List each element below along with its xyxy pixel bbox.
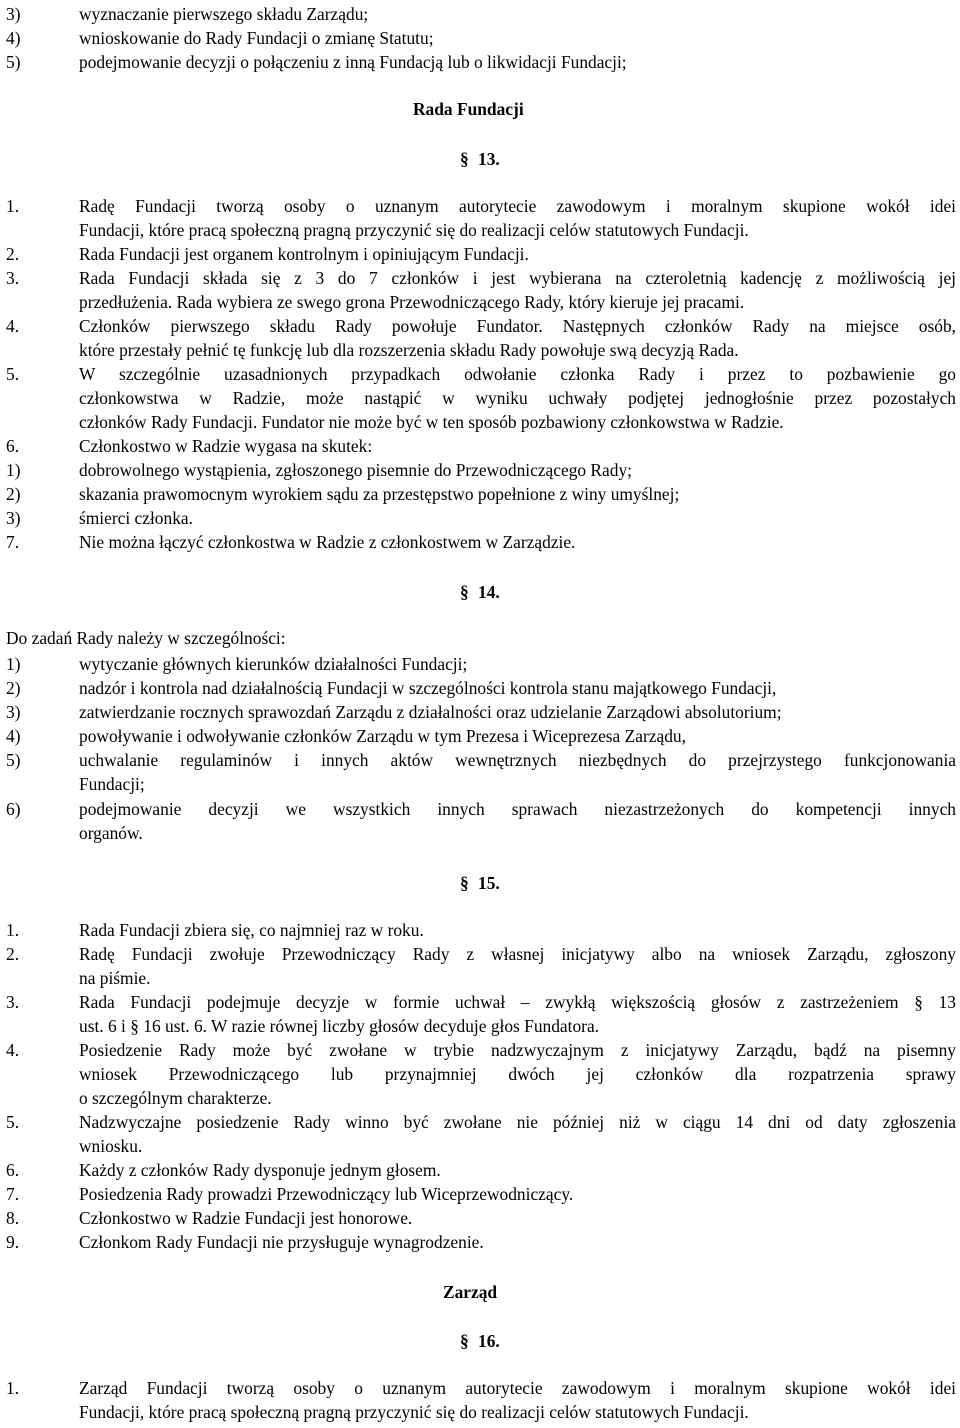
point-number: 2. [6,244,20,264]
paragraph-sign: § [460,1331,469,1351]
list-item-continuation [6,772,956,796]
list-item-number: 4) [6,726,21,746]
point-number: 7. [6,532,20,552]
list-item-text: podejmowanie decyzji o połączeniu z inną Fundacją lub o likwidacji Fundacji; [79,52,627,72]
point-line: ust. 6 i § 16 ust. 6. W razie równej liczby głosów decyduje głos Fundatora. [79,1016,600,1036]
point-number: 6. [6,436,20,456]
point-line: Fundacji, które pracą społeczną pragną przyczynić się do realizacji celów statutowych Fundacji. [79,1402,749,1422]
paragraph-number: 15. [478,873,500,893]
point-item-continuation [6,290,956,314]
point-item [6,942,956,966]
list-item-number: 1) [6,460,21,480]
list-item [6,676,956,700]
list-item [6,26,956,50]
point-line: na piśmie. [79,968,151,988]
list-item-number: 2) [6,678,21,698]
point-line: Nadzwyczajne posiedzenie Rady winno być zwołane nie później niż w ciągu 14 dni od daty zgłoszenia [79,1112,956,1132]
list-item [6,797,956,821]
point-item [6,990,956,1014]
point-line: Członków pierwszego składu Rady powołuje Fundator. Następnych członków Rady na miejsce osób, [79,316,956,336]
point-item [6,362,956,386]
list-item-text: organów. [79,823,143,843]
point-line: członków Rady Fundacji. Fundator nie może być w ten sposób pozbawiony członkowstwa w Radzie. [79,412,784,432]
point-line: Radę Fundacji zwołuje Przewodniczący Rady z własnej inicjatywy albo na wniosek Zarządu, zgłoszony [79,944,956,964]
list-item-number: 2) [6,484,21,504]
list-item-number: 6) [6,799,21,819]
point-number: 9. [6,1232,20,1252]
list-item-text: wyznaczanie pierwszego składu Zarządu; [79,4,369,24]
section-heading-rada: Rada Fundacji [413,99,524,119]
list-item-number: 5) [6,750,21,770]
point-line: Posiedzenia Rady prowadzi Przewodniczący lub Wiceprzewodniczący. [79,1184,574,1204]
paragraph-sign: § [460,582,469,602]
list-item-text: nadzór i kontrola nad działalnością Fundacji w szczególności kontrola stanu majątkowego Fundacji, [79,678,777,698]
point-item [6,314,956,338]
point-item-continuation [6,966,956,990]
point-item [6,1038,956,1062]
point-line: Członkostwo w Radzie Fundacji jest honorowe. [79,1208,413,1228]
point-line: Radę Fundacji tworzą osoby o uznanym autorytecie zawodowym i moralnym skupione wokół idei [79,196,956,216]
point-item-continuation [6,1400,956,1424]
list-item [6,50,956,74]
point-line: Rada Fundacji zbiera się, co najmniej raz w roku. [79,920,424,940]
list-item-text: wnioskowanie do Rady Fundacji o zmianę Statutu; [79,28,434,48]
list-item-text: skazania prawomocnym wyrokiem sądu za przestępstwo popełnione z winy umyślnej; [79,484,680,504]
list-item-number: 3) [6,4,21,24]
list-item-text: wytyczanie głównych kierunków działalności Fundacji; [79,654,468,674]
paragraph-number: 16. [478,1331,500,1351]
point-item [6,266,956,290]
point-item-continuation [6,338,956,362]
list-item [6,652,956,676]
point-line: Nie można łączyć członkostwa w Radzie z członkostwem w Zarządzie. [79,532,576,552]
point-item [6,1206,956,1230]
point-item-continuation [6,218,956,242]
paragraph-sign: § [460,873,469,893]
intro-line: Do zadań Rady należy w szczególności: [6,628,286,648]
list-item [6,458,956,482]
point-number: 8. [6,1208,20,1228]
point-number: 7. [6,1184,20,1204]
point-item-continuation [6,1014,956,1038]
list-item [6,700,956,724]
point-line: wniosku. [79,1136,143,1156]
point-item [6,1376,956,1400]
point-number: 1. [6,196,20,216]
point-item [6,194,956,218]
point-number: 1. [6,1378,20,1398]
list-item-number: 1) [6,654,21,674]
list-item [6,724,956,748]
list-item-number: 3) [6,508,21,528]
list-item-continuation [6,821,956,845]
point-line: Członkom Rady Fundacji nie przysługuje wynagrodzenie. [79,1232,484,1252]
point-number: 2. [6,944,20,964]
point-number: 1. [6,920,20,940]
list-item-text: śmierci członka. [79,508,193,528]
paragraph-number: 14. [478,582,500,602]
point-line: Fundacji, które pracą społeczną pragną przyczynić się do realizacji celów statutowych Fundacji. [79,220,749,240]
list-item [6,2,956,26]
point-item [6,918,956,942]
point-line: Rada Fundacji składa się z 3 do 7 członków i jest wybierana na czteroletnią kadencję z możliwością jej [79,268,956,288]
point-item [6,434,956,458]
paragraph-number: 13. [478,149,500,169]
list-item-number: 5) [6,52,21,72]
list-item [6,748,956,772]
list-item-number: 3) [6,702,21,722]
point-number: 5. [6,364,20,384]
point-number: 6. [6,1160,20,1180]
point-item-continuation [6,386,956,410]
list-item-text: uchwalanie regulaminów i innych aktów wewnętrznych niezbędnych do przejrzystego funkcjonowania [79,750,956,770]
point-line: Członkostwo w Radzie wygasa na skutek: [79,436,373,456]
point-item [6,530,956,554]
list-item-number: 4) [6,28,21,48]
point-line: przedłużenia. Rada wybiera ze swego grona Przewodniczącego Rady, który kieruje jej pracami. [79,292,745,312]
point-line: o szczególnym charakterze. [79,1088,272,1108]
point-line: Każdy z członków Rady dysponuje jednym głosem. [79,1160,441,1180]
point-line: Posiedzenie Rady może być zwołane w trybie nadzwyczajnym z inicjatywy Zarządu, bądź na pisemny [79,1040,956,1060]
point-number: 3. [6,992,20,1012]
list-item-text: Fundacji; [79,774,145,794]
point-number: 5. [6,1112,20,1132]
point-item [6,1182,956,1206]
list-item-text: zatwierdzanie rocznych sprawozdań Zarządu z działalności oraz udzielanie Zarządowi absolutorium; [79,702,782,722]
point-line: W szczególnie uzasadnionych przypadkach odwołanie członka Rady i przez to pozbawienie go [79,364,956,384]
point-number: 3. [6,268,20,288]
point-number: 4. [6,1040,20,1060]
point-item-continuation [6,1062,956,1086]
point-item-continuation [6,1134,956,1158]
list-item [6,506,956,530]
point-item [6,242,956,266]
point-line: Rada Fundacji jest organem kontrolnym i opiniującym Fundacji. [79,244,529,264]
point-number: 4. [6,316,20,336]
section-heading-zarzad: Zarząd [443,1282,498,1302]
list-item [6,482,956,506]
point-item-continuation [6,410,956,434]
point-item-continuation [6,1086,956,1110]
intro-text [6,626,956,650]
point-item [6,1110,956,1134]
list-item-text: podejmowanie decyzji we wszystkich innych sprawach niezastrzeżonych do kompetencji innych [79,799,956,819]
point-item [6,1158,956,1182]
paragraph-sign: § [460,149,469,169]
point-line: Zarząd Fundacji tworzą osoby o uznanym autorytecie zawodowym i moralnym skupione wokół idei [79,1378,956,1398]
point-item [6,1230,956,1254]
point-line: Rada Fundacji podejmuje decyzje w formie uchwał – zwykłą większością głosów z zastrzeżeniem § 13 [79,992,956,1012]
point-line: które przestały pełnić tę funkcję lub dla rozszerzenia składu Rady powołuje swą decyzją Rada. [79,340,739,360]
list-item-text: powoływanie i odwoływanie członków Zarządu w tym Prezesa i Wiceprezesa Zarządu, [79,726,686,746]
point-line: członkowstwa w Radzie, może nastąpić w wyniku uchwały podjętej jednogłośnie przez pozostałych [79,388,956,408]
point-line: wniosek Przewodniczącego lub przynajmniej dwóch jej członków dla rozpatrzenia sprawy [79,1064,956,1084]
list-item-text: dobrowolnego wystąpienia, zgłoszonego pisemnie do Przewodniczącego Rady; [79,460,632,480]
